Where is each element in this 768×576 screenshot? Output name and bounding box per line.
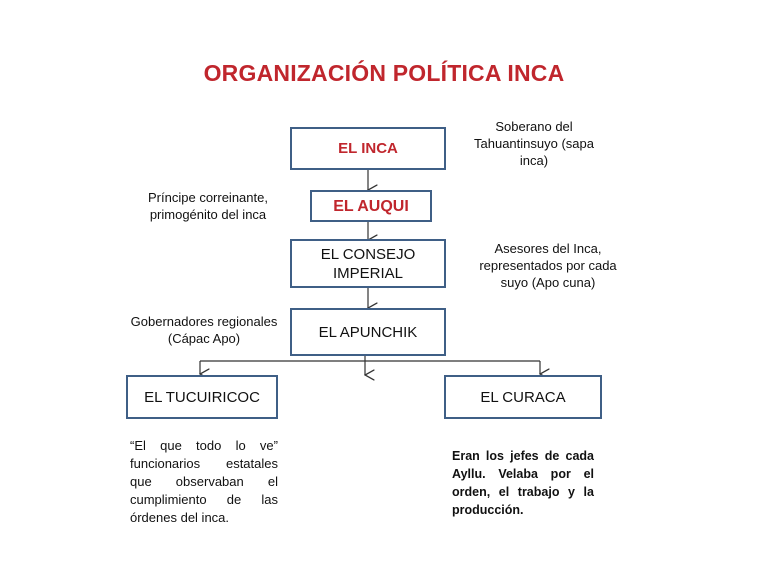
node-el-tucuiricoc: EL TUCUIRICOC xyxy=(126,375,278,419)
node-el-apunchik: EL APUNCHIK xyxy=(290,308,446,356)
note-inca: Soberano del Tahuantinsuyo (sapa inca) xyxy=(474,119,594,168)
note-consejo: Asesores del Inca, representados por cada suyo (Apo cuna) xyxy=(479,241,617,290)
node-el-inca: EL INCA xyxy=(290,127,446,170)
description-curaca: Eran los jefes de cada Ayllu. Velaba por el orden, el trabajo y la producción. xyxy=(452,449,594,517)
node-el-consejo-imperial: EL CONSEJO IMPERIAL xyxy=(290,239,446,288)
note-apunchik: Gobernadores regionales (Cápac Apo) xyxy=(130,314,278,346)
node-el-curaca: EL CURACA xyxy=(444,375,602,419)
note-auqui: Príncipe correinante, primogénito del inca xyxy=(148,190,268,222)
page-title: ORGANIZACIÓN POLÍTICA INCA xyxy=(203,60,565,86)
description-tucuiricoc: “El que todo lo ve” funcionarios estatales que observaban el cumplimiento de las órdenes del inca. xyxy=(130,438,278,525)
node-el-auqui: EL AUQUI xyxy=(310,190,432,222)
